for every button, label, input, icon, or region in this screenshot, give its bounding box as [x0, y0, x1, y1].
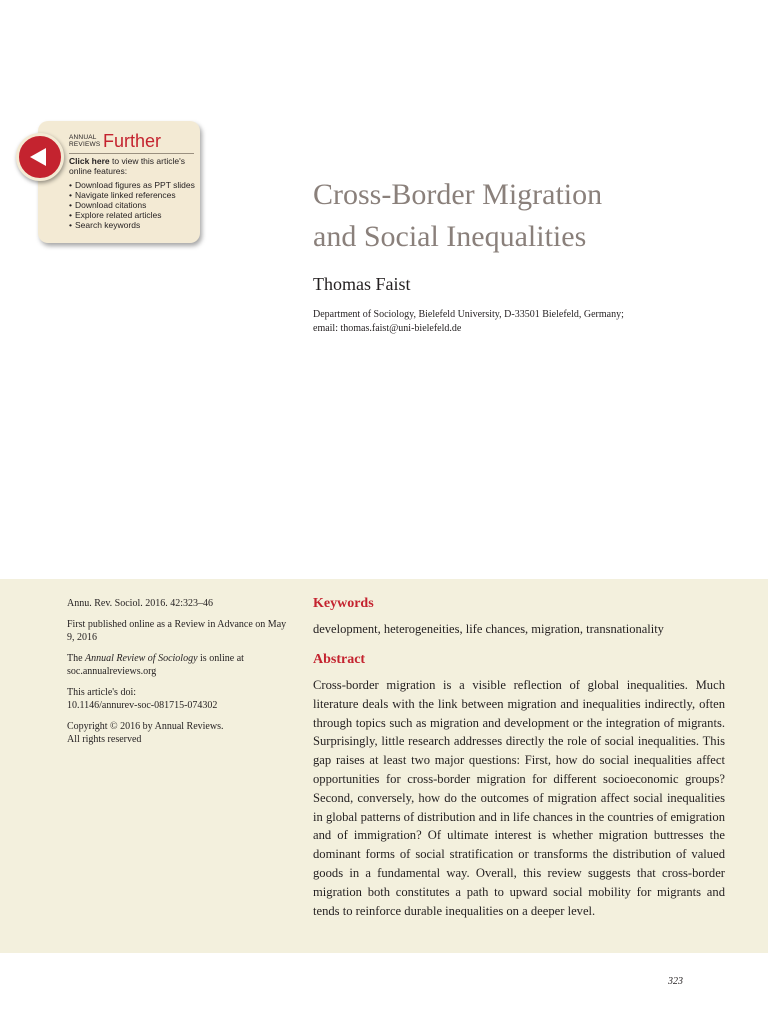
journal-name: Annual Review of Sociology: [85, 653, 198, 664]
online-note: [67, 652, 287, 678]
feature-list: [69, 180, 197, 230]
click-here-link[interactable]: Click here: [69, 156, 110, 166]
doi-label: This article's doi:: [67, 687, 137, 698]
abstract-heading: Abstract: [313, 652, 366, 667]
online-suffix[interactable]: is online at soc.annualreviews.org: [67, 653, 244, 677]
feature-item: • Download citations: [69, 200, 197, 210]
feature-item: • Download figures as PPT slides: [69, 180, 197, 190]
further-intro: to view this article's online features:: [69, 156, 185, 176]
annual-reviews-logo: [69, 134, 100, 148]
author-email[interactable]: email: thomas.faist@uni-bielefeld.de: [313, 323, 462, 334]
copyright-block: [67, 720, 287, 746]
arrow-left-icon: [30, 148, 46, 166]
first-published: First published online as a Review in Advance on May 9, 2016: [67, 619, 287, 643]
article-metadata: [67, 597, 287, 754]
feature-item: • Explore related articles: [69, 210, 197, 220]
abstract-text: Cross-border migration is a visible reflection of global inequalities. Much literature deals with the link between migration and inequalities indirectly, often through topics such as migration and development or the integration of migrants. Surprisingly, little research addresses directly the role of social inequalities. This gap raises at least two major questions: First, how do social inequalities affect opportunities for cross-border migration for different socioeconomic groups? Second, conversely, how do the outcomes of migration affect social inequalities in global patterns of distribution and in life chances in the countries of emigration and of immigration? Of ultimate interest is whether migration buttresses the dominant forms of social stratification or transforms the distribution of valued goods in a fundamental way. Overall, this review suggests that cross-border migration both constitutes a path to upward social mobility for migrants and tends to reinforce durable inequalities on a deeper level.: [313, 678, 725, 918]
further-body: [69, 156, 197, 230]
citation: Annu. Rev. Sociol. 2016. 42:323–46: [67, 598, 214, 609]
doi-block: [67, 686, 287, 712]
doi-value[interactable]: 10.1146/annurev-soc-081715-074302: [67, 700, 218, 711]
copyright: Copyright © 2016 by Annual Reviews.: [67, 721, 224, 732]
title-line1: Cross-Border Migration: [313, 178, 603, 211]
author-name: Thomas Faist: [313, 274, 411, 294]
keywords-heading: Keywords: [313, 596, 374, 611]
online-prefix: The: [67, 653, 86, 664]
divider: [69, 153, 194, 154]
author-affiliation: [313, 308, 733, 336]
back-arrow-button[interactable]: [16, 133, 64, 181]
rights: All rights reserved: [67, 734, 142, 745]
title-line2: and Social Inequalities: [313, 220, 587, 253]
page-number: 323: [668, 976, 683, 987]
brand-line2: REVIEWS: [69, 141, 101, 148]
article-title: [313, 174, 743, 258]
brand-line1: ANNUAL: [69, 134, 97, 141]
keywords-list: development, heterogeneities, life chances, migration, transnationality: [313, 622, 664, 636]
feature-item: • Navigate linked references: [69, 190, 197, 200]
affiliation-text: Department of Sociology, Bielefeld University, D-33501 Bielefeld, Germany;: [313, 309, 624, 320]
further-panel[interactable]: [38, 121, 200, 243]
further-title: Further: [103, 131, 162, 151]
feature-item: • Search keywords: [69, 220, 197, 230]
